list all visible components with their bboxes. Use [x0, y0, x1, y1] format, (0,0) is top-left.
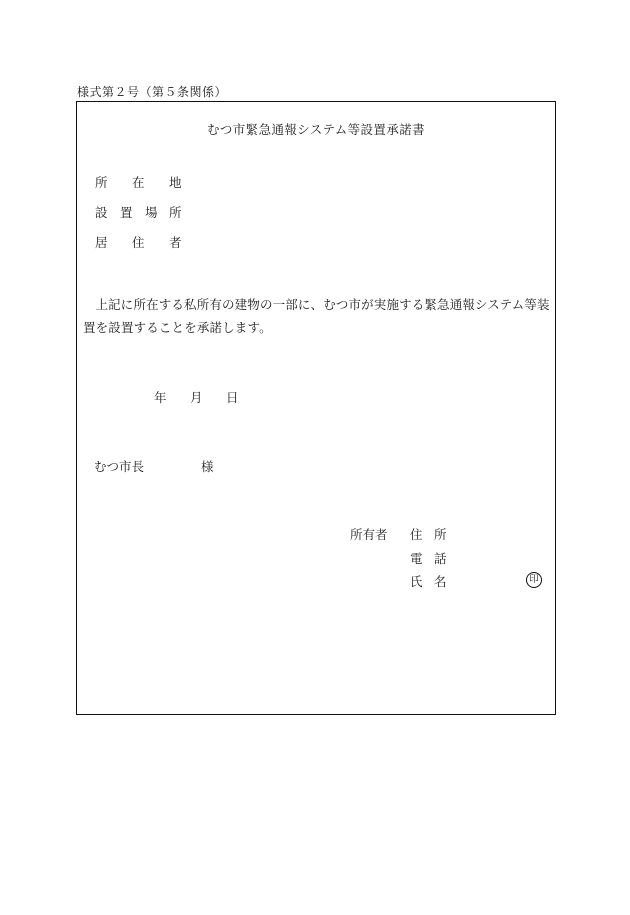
- location-label-char: 所: [95, 175, 108, 190]
- resident-label-char: 者: [169, 235, 182, 250]
- seal-mark: 印: [526, 572, 542, 588]
- location-label-char: 在: [132, 175, 145, 190]
- date-year-label: 年: [154, 390, 167, 405]
- date-month-label: 月: [190, 390, 203, 405]
- consent-text: 上記に所在する私所有の建物の一部に、むつ市が実施する緊急通報システム等装置を設置することを承諾します。: [83, 297, 550, 335]
- installation-place-label-char: 設: [95, 205, 108, 220]
- installation-place-label-char: 置: [120, 205, 133, 220]
- installation-place-label: [95, 203, 195, 219]
- resident-label-char: 住: [132, 235, 145, 250]
- owner-address-label-char: 所: [434, 527, 447, 542]
- location-label-char: 地: [169, 175, 182, 190]
- owner-phone-label-char: 話: [434, 551, 447, 566]
- resident-label: [95, 233, 195, 249]
- owner-label: 所有者: [350, 527, 388, 542]
- addressee-honorific: 様: [201, 459, 214, 474]
- owner-phone-label-char: 電: [410, 551, 423, 566]
- date-day-label: 日: [226, 390, 239, 405]
- location-label: [95, 173, 195, 189]
- owner-address-label-char: 住: [410, 527, 423, 542]
- addressee-name: むつ市長: [94, 459, 145, 474]
- installation-place-label-char: 所: [169, 205, 182, 220]
- form-number: 様式第２号（第５条関係）: [77, 85, 228, 99]
- owner-name-label-char: 名: [434, 574, 447, 589]
- consent-form-frame: [76, 101, 556, 715]
- owner-name-label-char: 氏: [410, 574, 423, 589]
- form-title: むつ市緊急通報システム等設置承諾書: [206, 122, 426, 137]
- resident-label-char: 居: [95, 235, 108, 250]
- installation-place-label-char: 場: [145, 205, 158, 220]
